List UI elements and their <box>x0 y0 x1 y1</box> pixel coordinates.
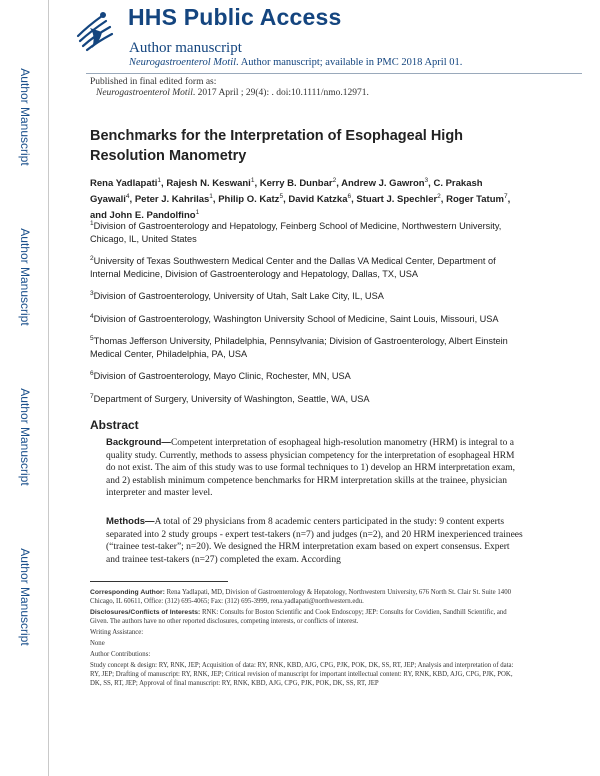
disclosures-note <box>90 608 518 626</box>
corresponding-author-note <box>90 588 518 606</box>
author-affiliation-number: 5 <box>279 193 284 201</box>
affiliation-text: Department of Surgery, University of Washington, Seattle, WA, USA <box>93 393 370 404</box>
sidebar-divider <box>48 0 49 776</box>
affiliation-text: Division of Gastroenterology and Hepatology, Feinberg School of Medicine, Northwestern University, Chicago, IL, United States <box>90 221 502 244</box>
author-name: C. Prakash Gyawali <box>90 178 483 206</box>
affiliation-item <box>90 333 520 360</box>
author-affiliation-number: 6 <box>347 193 352 201</box>
author-name: David Katzka <box>288 194 348 206</box>
writing-assistance-label: Writing Assistance: <box>90 629 144 636</box>
methods-lead: Methods— <box>106 516 155 527</box>
author-name: Andrew J. Gawron <box>341 178 425 190</box>
affiliation-item <box>90 311 520 326</box>
author-name: Stuart J. Spechler <box>356 194 438 206</box>
affiliation-number: 4 <box>90 312 94 320</box>
sidebar-label-4: Author Manuscript <box>18 548 32 646</box>
affiliation-item <box>90 253 520 280</box>
published-label: Published in final edited form as: <box>90 77 217 87</box>
author-affiliation-number: 1 <box>195 209 200 217</box>
author-name: Peter J. Kahrilas <box>134 194 210 206</box>
sidebar-label-2: Author Manuscript <box>18 228 32 326</box>
citation-journal: Neurogastroenterol Motil <box>96 88 193 98</box>
author-name: Kerry B. Dunbar <box>259 178 333 190</box>
author-list: Rena Yadlapati$^1$, Rajesh N. Keswani$^1$, Kerry B. Dunbar$^2$, Andrew J. Gawron$^3$, C. Prakash Gyawali$^4$, Peter J. Kahrilas$^1$, Philip O. Katz$^5$, David Katzka$^6$, Stuart J. Spechler$^2$, Roger Tatum$^7$, and John E. Pandolfino$^1$ <box>90 177 511 222</box>
sidebar-label-3: Author Manuscript <box>18 388 32 486</box>
writing-assistance-value: None <box>90 640 105 647</box>
journal-name: Neurogastroenterol Motil <box>129 57 237 68</box>
paper-title: Benchmarks for the Interpretation of Esophageal High Resolution Manometry <box>90 128 464 164</box>
author-affiliation-number: 4 <box>125 193 130 201</box>
affiliation-number: 1 <box>90 220 94 227</box>
methods-text: A total of 29 physicians from 8 academic centers participated in the study: 9 content experts separated into 2 study groups - expert test-takers (n=7) and judges (n=2), and 20 HRM inexperienced trainees (“trainee test-taker”; n=20). We designed the HRM interpretation exam based on expert consensus. Expert and trainee test-takers (n=27) completed the exam. According <box>106 517 523 565</box>
affiliation-text: University of Texas Southwestern Medical Center and the Dallas VA Medical Center, Department of Internal Medicine, Division of Gastroenterology and Hepatology, Dallas, TX, USA <box>90 256 496 279</box>
abstract-background <box>106 437 524 500</box>
affiliation-number: 2 <box>90 255 94 263</box>
background-text: Competent interpretation of esophageal high-resolution manometry (HRM) is integral to a quality study. Currently, methods to assess physician competency for the interpretation of esophageal HRM do not exist. The aim of this study was to use formal techniques to 1) develop an HRM interpretation exam, and 2) establish minimum competence benchmarks for HRM interpretation skills at the trainee, physician interpreter and master level. <box>106 438 516 499</box>
affiliation-number: 7 <box>90 392 94 400</box>
author-affiliation-number: 3 <box>424 177 429 184</box>
header-divider <box>86 73 582 74</box>
author-name: John E. Pandolfino <box>109 210 196 222</box>
affiliation-item <box>90 288 520 303</box>
citation-text: . 2017 April ; 29(4): . doi:10.1111/nmo.12971. <box>192 88 369 98</box>
hhs-eagle-logo-icon <box>72 6 118 56</box>
abstract-methods <box>106 516 524 566</box>
corr-label: Corresponding Author: <box>90 589 165 596</box>
author-affiliation-number: 1 <box>209 193 213 201</box>
contributions-text: Study concept & design: RY, RNK, JEP; Acquisition of data: RY, RNK, KBD, AJG, CPG, PJK, POK, DK, SS, RT, JEP; Analysis and interpretation of data: RY, JEP; Drafting of manuscript: RY, RNK, JEP; Critical revision of manuscript for important intellectual content: RY, RNK, KBD, AJG, CPG, PJK, POK, DK, SS, RT, JEP; Approval of final manuscript: RY, RNK, KBD, AJG, CPG, PJK, POK, DK, SS, RT, JEP <box>90 662 514 687</box>
footnotes <box>90 588 518 690</box>
author-affiliation-number: 2 <box>332 177 337 184</box>
sidebar-label-1: Author Manuscript <box>18 68 32 166</box>
affiliation-item <box>90 218 520 245</box>
author-name: Rena Yadlapati <box>90 178 158 190</box>
author-name: Philip O. Katz <box>218 194 280 206</box>
affiliation-text: Division of Gastroenterology, University of Utah, Salt Lake City, IL, USA <box>93 291 384 302</box>
author-affiliation-number: 1 <box>250 177 255 184</box>
author-affiliation-number: 2 <box>437 193 441 201</box>
availability-text: . Author manuscript; available in PMC 2018 April 01. <box>236 57 463 68</box>
corr-text: Rena Yadlapati, MD, Division of Gastroenterology & Hepatology, Northwestern University, 676 North St. Clair St. Suite 1400 Chicago, IL 60611, Office: (312) 695-4065; Fax: (312) 695-3999, rena.yadlapati@northwestern.edu. <box>90 589 511 605</box>
affiliation-number: 5 <box>90 335 94 343</box>
author-affiliation-number: 7 <box>503 193 508 201</box>
disc-text: RNK: Consults for Boston Scientific and Cook Endoscopy; JEP: Consults for Covidien, Sandhill Scientific, and Given. The authors have no other reported disclosures, competing interests, or conflicts of interest. <box>90 609 507 625</box>
affiliation-item <box>90 391 520 406</box>
author-name: Roger Tatum <box>446 194 504 206</box>
affiliation-text: Division of Gastroenterology, Washington University School of Medicine, Saint Louis, Missouri, USA <box>93 313 499 324</box>
contributions-label: Author Contributions: <box>90 651 151 658</box>
affiliation-text: Thomas Jefferson University, Philadelphia, Pennsylvania; Division of Gastroenterology, Albert Einstein Medical Center, Philadelphia, PA, USA <box>90 336 508 359</box>
affiliation-number: 3 <box>90 290 94 298</box>
hhs-public-access-title: HHS Public Access <box>128 4 342 30</box>
abstract-heading: Abstract <box>90 418 139 432</box>
author-affiliation-number: 1 <box>157 177 162 184</box>
affiliation-list <box>90 218 520 413</box>
footnote-divider <box>90 581 228 582</box>
author-manuscript-subtitle: Author manuscript <box>129 40 242 56</box>
author-name: Rajesh N. Keswani <box>166 178 251 190</box>
affiliation-number: 6 <box>90 370 94 378</box>
journal-availability <box>129 57 462 68</box>
background-lead: Background— <box>106 437 171 448</box>
affiliation-item <box>90 368 520 383</box>
disc-label: Disclosures/Conflicts of Interests: <box>90 609 201 616</box>
citation-line <box>96 88 369 98</box>
affiliation-text: Division of Gastroenterology, Mayo Clinic, Rochester, MN, USA <box>93 371 351 382</box>
